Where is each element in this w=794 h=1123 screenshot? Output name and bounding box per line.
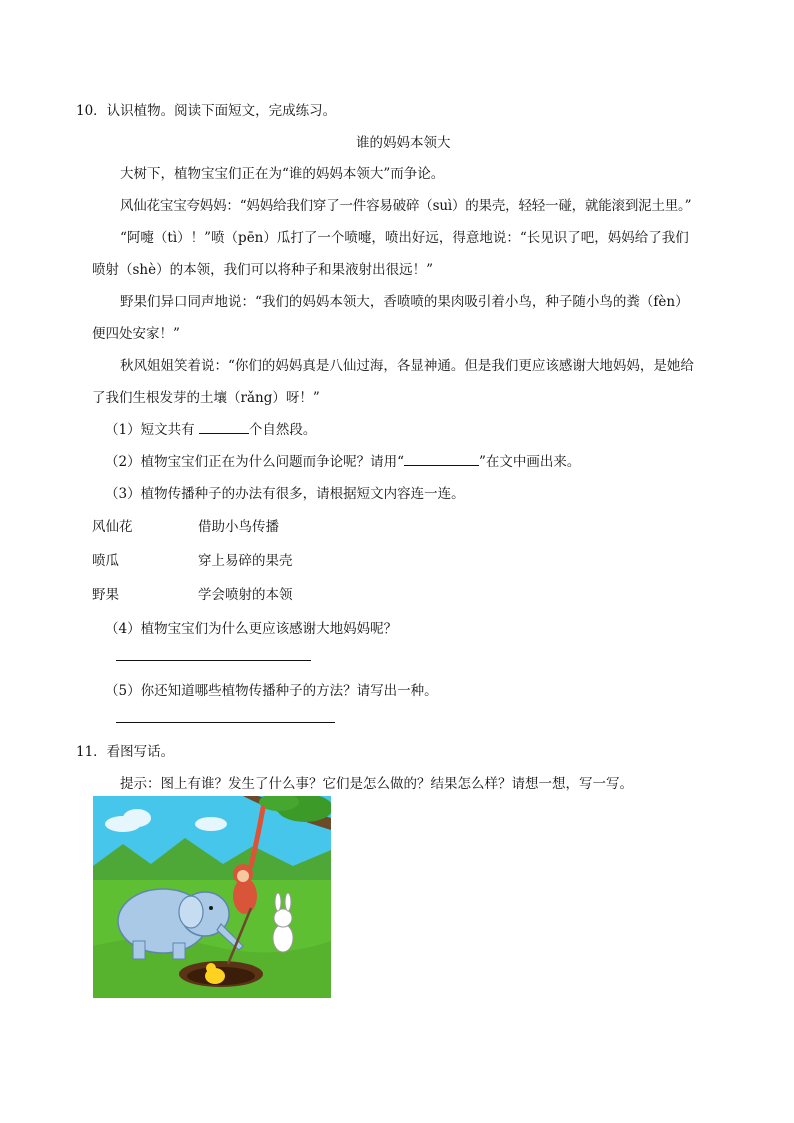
answer-blank-1[interactable] [199,421,249,434]
q10-heading: 10．认识植物。阅读下面短文，完成练习。 [76,103,337,119]
elephant-eye [209,906,213,910]
duckling-head [206,963,216,973]
paragraph-5-line-2: 了我们生根发芽的土壤（rǎng）呀！” [92,390,320,406]
elephant-ear [179,896,203,928]
rabbit-ear [275,893,281,911]
paragraph-4-line-1: 野果们异口同声地说：“我们的妈妈本领大，香喷喷的果肉吸引着小鸟，种子随小鸟的粪（fèn） [120,294,689,310]
sub-question-1-suffix: 个自然段。 [248,422,317,438]
q11-hint: 提示：图上有谁？发生了什么事？它们是怎么做的？结果怎么样？请想一想，写一写。 [120,776,633,792]
elephant-leg [133,941,145,959]
match-right-1[interactable]: 借助小鸟传播 [198,519,279,535]
match-left-1[interactable]: 风仙花 [92,519,133,535]
rabbit-body [273,924,293,952]
sub-question-5: （5）你还知道哪些植物传播种子的方法？请写出一种。 [105,683,438,699]
match-left-3[interactable]: 野果 [92,587,119,603]
sub-question-3: （3）植物传播种子的办法有很多，请根据短文内容连一连。 [105,486,465,502]
passage-title: 谁的妈妈本领大 [356,135,451,151]
paragraph-3-line-1: “阿嚏（tì）！”喷（pēn）瓜打了一个喷嚏，喷出好远，得意地说：“长见识了吧，妈妈给了我们 [120,230,689,246]
paragraph-4-line-2: 便四处安家！” [92,326,180,342]
answer-line-5[interactable] [116,722,335,723]
picture-scene [93,796,331,998]
sub-question-1 [105,421,316,439]
rabbit-head [274,909,292,927]
elephant-leg [173,943,185,959]
paragraph-1: 大树下，植物宝宝们正在为“谁的妈妈本领大”而争论。 [120,166,445,182]
underline-symbol [404,453,479,466]
paragraph-2: 风仙花宝宝夸妈妈：“妈妈给我们穿了一件容易破碎（suì）的果壳，轻轻一碰，就能滚到泥土里。” [120,198,692,214]
paragraph-3-line-2: 喷射（shè）的本领，我们可以将种子和果液射出很远！” [92,262,434,278]
sub-question-2-suffix: ”在文中画出来。 [479,454,581,470]
match-right-3[interactable]: 学会喷射的本领 [198,587,293,603]
rabbit-ear [285,893,291,911]
q11-heading: 11．看图写话。 [76,744,175,760]
sub-question-1-prefix: （1）短文共有 [105,422,199,438]
match-right-2[interactable]: 穿上易碎的果壳 [198,553,293,569]
monkey-face [237,870,249,882]
answer-line-4[interactable] [116,660,311,661]
cloud [123,809,151,827]
cloud [195,817,227,831]
sub-question-2 [105,453,580,471]
paragraph-5-line-1: 秋风姐姐笑着说：“你们的妈妈真是八仙过海，各显神通。但是我们更应该感谢大地妈妈，是她给 [120,358,694,374]
match-left-2[interactable]: 喷瓜 [92,553,119,569]
sub-question-4: （4）植物宝宝们为什么更应该感谢大地妈妈呢？ [105,621,398,637]
sub-question-2-prefix: （2）植物宝宝们正在为什么问题而争论呢？请用“ [105,454,404,470]
